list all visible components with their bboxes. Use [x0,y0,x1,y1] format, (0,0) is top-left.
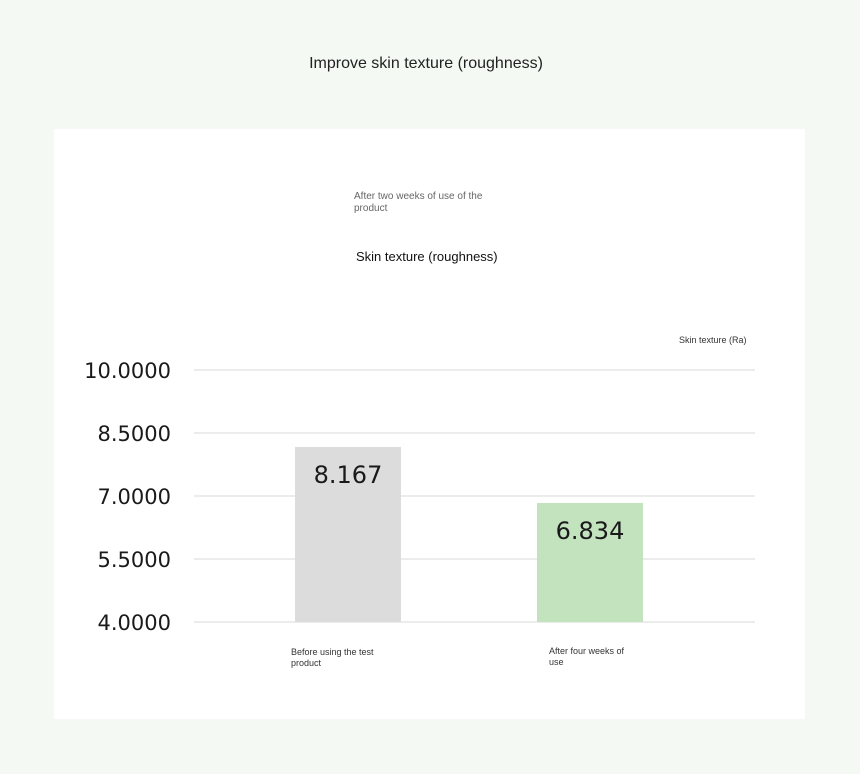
y-tick-label: 7.0000 [97,485,171,509]
category-label-after: After four weeks of use [549,646,625,667]
page-title: Improve skin texture (roughness) [309,55,543,72]
bar-value-label: 8.167 [313,460,383,489]
chart-title: Skin texture (roughness) [356,249,498,264]
bar-chart [54,129,805,719]
measurement-note: After two weeks of use of the product [354,191,483,214]
y-tick-label: 4.0000 [97,611,171,635]
gridlines [194,370,755,622]
category-label-before: Before using the test product [291,647,374,668]
y-axis-ticks [84,359,171,635]
legend-label: Skin texture (Ra) [679,335,747,345]
bar-value-label: 6.834 [555,516,625,545]
y-tick-label: 10.0000 [84,359,171,383]
y-tick-label: 8.5000 [97,422,171,446]
chart-card [54,129,805,719]
y-tick-label: 5.5000 [97,548,171,572]
